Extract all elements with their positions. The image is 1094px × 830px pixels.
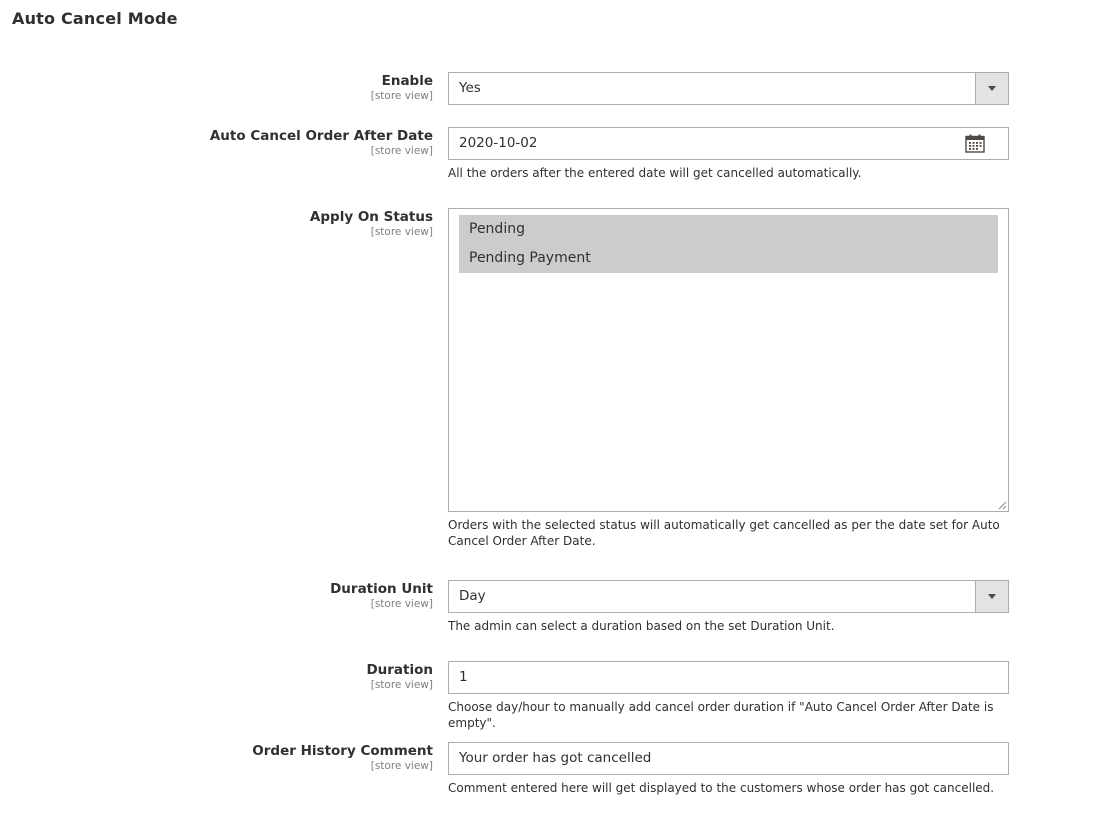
apply-status-multiselect[interactable]	[448, 208, 1009, 512]
duration-label-group	[13, 662, 433, 692]
after-date-scope: [store view]	[370, 145, 433, 157]
duration-scope: [store view]	[370, 679, 433, 691]
enable-label-group	[13, 73, 433, 103]
after-date-label-group	[13, 128, 433, 158]
duration-control	[448, 661, 1009, 731]
duration-unit-select[interactable]	[448, 580, 1009, 613]
history-comment-input[interactable]	[448, 742, 1009, 775]
apply-status-label-group	[13, 209, 433, 239]
enable-select[interactable]	[448, 72, 1009, 105]
section-title[interactable]: Auto Cancel Mode	[12, 9, 178, 28]
status-option-pending-payment[interactable]: Pending Payment	[459, 244, 998, 273]
duration-unit-toggle[interactable]	[975, 581, 1008, 612]
enable-select-value: Yes	[459, 80, 481, 96]
duration-unit-note: The admin can select a duration based on the set Duration Unit.	[448, 619, 835, 633]
history-comment-scope: [store view]	[370, 760, 433, 772]
duration-unit-control	[448, 580, 1009, 634]
duration-note: Choose day/hour to manually add cancel order duration if "Auto Cancel Order After Date is empty".	[448, 700, 994, 730]
history-comment-value: Your order has got cancelled	[459, 750, 652, 766]
apply-status-note: Orders with the selected status will automatically get cancelled as per the date set for Auto Cancel Order After Date.	[448, 518, 1000, 548]
apply-status-scope: [store view]	[370, 226, 433, 238]
enable-select-toggle[interactable]	[975, 73, 1008, 104]
resize-handle-icon[interactable]	[997, 500, 1007, 510]
duration-input[interactable]	[448, 661, 1009, 694]
duration-unit-label-group	[13, 581, 433, 611]
apply-status-label: Apply On Status	[309, 209, 433, 225]
enable-scope: [store view]	[370, 90, 433, 102]
history-comment-control	[448, 742, 1009, 796]
chevron-down-icon	[988, 86, 996, 91]
duration-unit-value: Day	[459, 588, 486, 604]
history-comment-label-group	[13, 743, 433, 773]
calendar-icon[interactable]	[965, 134, 985, 153]
chevron-down-icon	[988, 594, 996, 599]
after-date-value: 2020-10-02	[459, 135, 538, 151]
enable-label: Enable	[381, 73, 433, 89]
after-date-control	[448, 127, 1009, 181]
duration-label: Duration	[366, 662, 433, 678]
status-option-pending[interactable]: Pending	[459, 215, 998, 244]
after-date-label: Auto Cancel Order After Date	[209, 128, 433, 144]
after-date-input[interactable]	[448, 127, 1009, 160]
after-date-note: All the orders after the entered date will get cancelled automatically.	[448, 166, 862, 180]
history-comment-label: Order History Comment	[252, 743, 433, 759]
apply-status-control	[448, 208, 1009, 549]
duration-value: 1	[459, 669, 468, 685]
duration-unit-label: Duration Unit	[330, 581, 433, 597]
duration-unit-scope: [store view]	[370, 598, 433, 610]
history-comment-note: Comment entered here will get displayed to the customers whose order has got cancelled.	[448, 781, 995, 795]
